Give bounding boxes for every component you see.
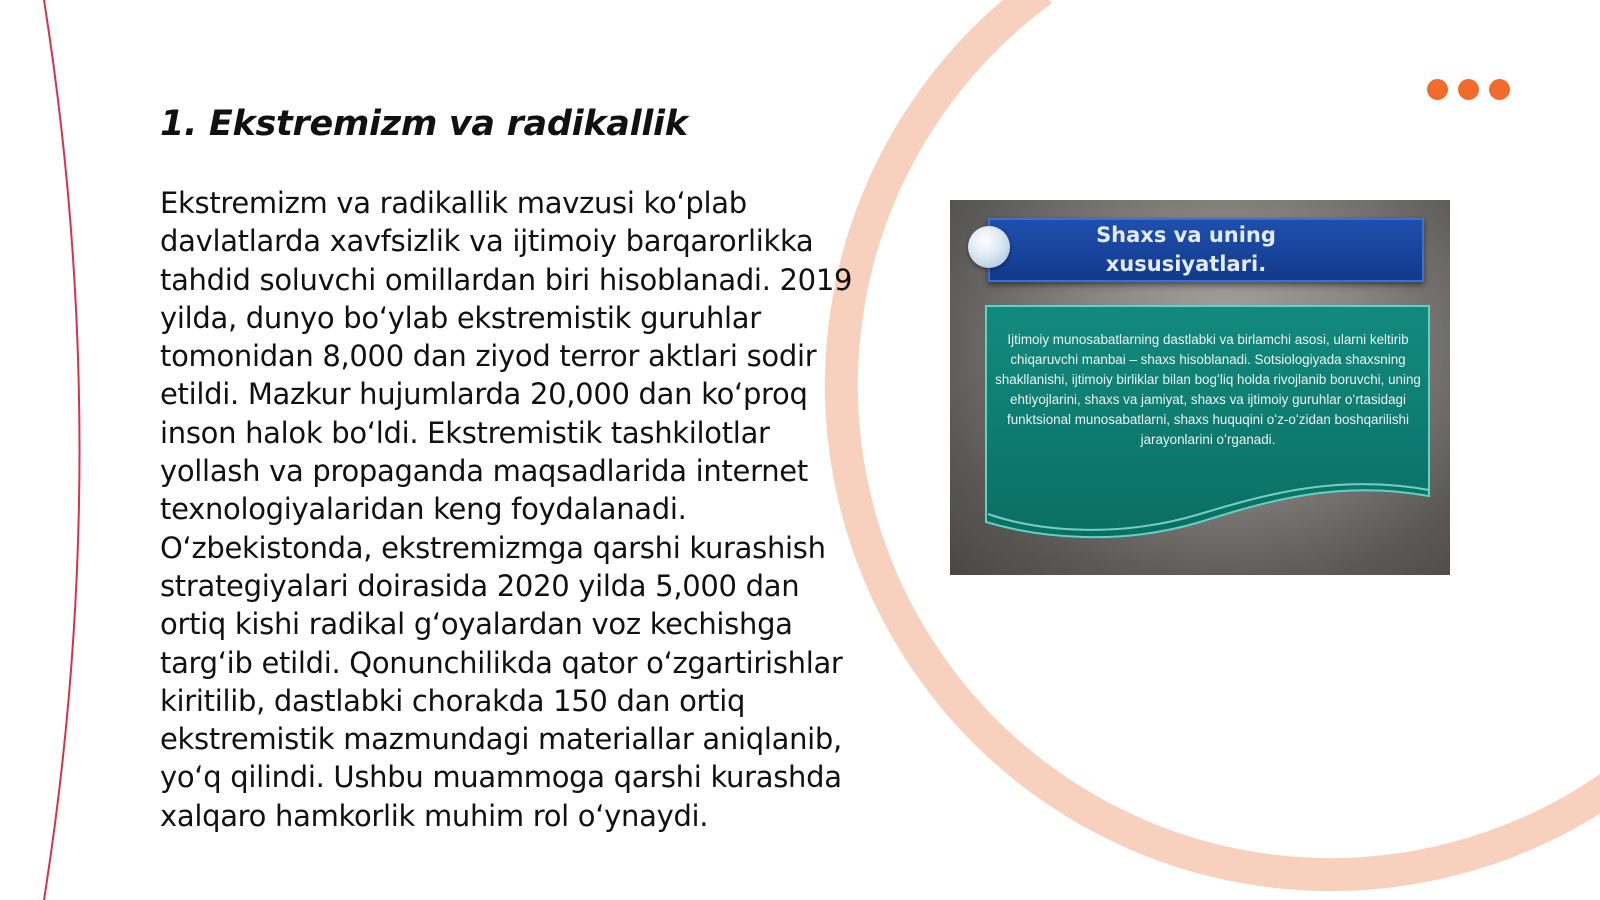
slide-title: 1. Ekstremizm va radikallik [160, 104, 688, 144]
picture-card-text: Ijtimoiy munosabatlarning dastlabki va birlamchi asosi, ularni keltirib chiqaruvchi manbai – shaxs hisoblanadi. Sotsiologiyada shaxsning shakllanishi, ijtimoiy birliklar bilan bogʻliq holda rivojlanib boruvchi, uning ehtiyojlarini, shaxs va jamiyat, shaxs va ijtimoiy guruhlar oʻrtasidagi funktsional munosabatlarni, shaxs huquqini oʻz-oʻzidan boshqarilishi jarayonlarini oʻrganadi. [995, 332, 1421, 447]
orb-icon [968, 226, 1010, 268]
picture-banner [988, 218, 1424, 282]
decorative-dots [1427, 79, 1510, 100]
slide-body-text: Ekstremizm va radikallik mavzusi koʻplab davlatlarda xavfsizlik va ijtimoiy barqarorlikka tahdid soluvchi omillardan biri hisoblanadi. 2019 yilda, dunyo boʻylab ekstremistik guruhlar tomonidan 8,000 dan ziyod terror aktlari sodir etildi. Mazkur hujumlarda 20,000 dan koʻproq inson halok boʻldi. Ekstremistik tashkilotlar yollash va propaganda maqsadlarida internet texnologiyalaridan keng foydalanadi. Oʻzbekistonda, ekstremizmga qarshi kurashish strategiyalari doirasida 2020 yilda 5,000 dan ortiq kishi radikal gʻoyalardan voz kechishga targʻib etildi. Qonunchilikda qator oʻzgartirishlar kiritilib, dastlabki chorakda 150 dan ortiq ekstremistik mazmundagi materiallar aniqlanib, yoʻq qilindi. Ushbu muammoga qarshi kurashda xalqaro hamkorlik muhim rol oʻynaydi. [160, 186, 853, 833]
dot-icon [1489, 79, 1510, 100]
left-red-curve [44, 0, 80, 900]
dot-icon [1458, 79, 1479, 100]
dot-icon [1427, 79, 1448, 100]
picture-banner-title: Shaxs va uning xususiyatlari. [1096, 223, 1276, 276]
slide-picture [950, 200, 1450, 575]
